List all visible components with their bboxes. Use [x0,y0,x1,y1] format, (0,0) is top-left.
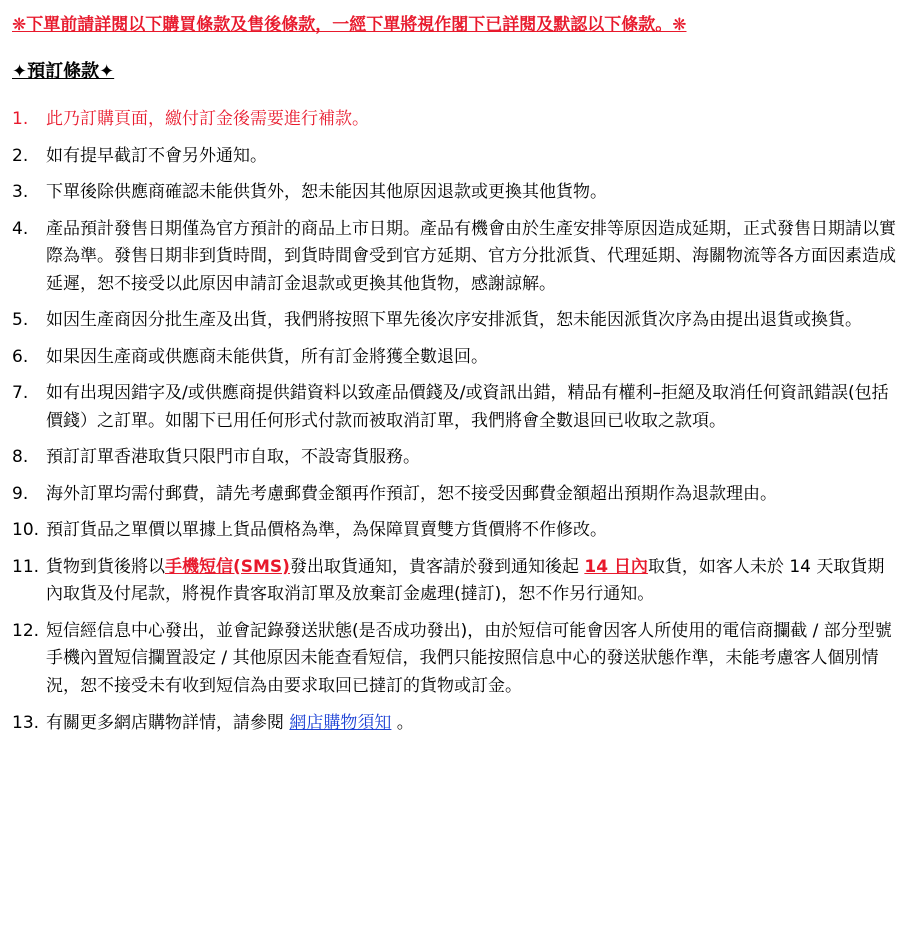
top-notice: ❋下單前請詳閱以下購買條款及售後條款，一經下單將視作閣下已詳閱及默認以下條款。❋ [12,15,687,35]
list-item [12,517,901,545]
list-item [12,554,901,609]
list-item-number: 5. [12,310,29,331]
list-item-text-prefix: 有關更多網店購物詳情，請參閱 [46,712,290,733]
list-item-text: 如果因生產商或供應商未能供貨，所有訂金將獲全數退回。 [46,346,488,367]
list-item [12,481,901,509]
shop-guide-link[interactable]: 網店購物須知 [289,712,392,733]
list-item-number: 2. [12,145,29,166]
list-item-number: 13. [12,712,40,733]
list-item [12,344,901,372]
list-item-number: 7. [12,383,29,404]
list-item [12,179,901,207]
deadline-emphasis: 14 日內 [584,556,648,577]
list-item-text-suffix: 。 [391,712,414,733]
list-item-number: 4. [12,218,29,239]
list-item-number: 12. [12,620,40,641]
list-item [12,444,901,472]
list-item-text: 如有提早截訂不會另外通知。 [46,145,267,166]
list-item-text-prefix: 貨物到貨後將以 [46,556,165,577]
page-title: ✦預訂條款✦ [12,61,115,83]
list-item-text: 產品預計發售日期僅為官方預計的商品上市日期。產品有機會由於生產安排等原因造成延期，正式發售日期請以實際為準。發售日期非到貨時間，到貨時間會受到官方延期、官方分批派貨、代理延期、海關物流等各方面因素造成延遲，恕不接受以此原因申請訂金退款或更換其他貨物，感謝諒解。 [46,218,896,294]
list-item-number: 8. [12,447,29,468]
list-item-text-suffix: 取貨，如客人未於 14 天取貨期內取貨及付尾款，將視作貴客取消訂單及放棄訂金處理(撻訂)，恕不作另行通知。 [46,556,885,605]
list-item-text-middle: 發出取貨通知，貴客請於發到通知後起 [289,556,585,577]
list-item [12,380,901,435]
list-item-number: 1. [12,108,29,129]
list-item-number: 11. [12,556,40,577]
list-item-number: 3. [12,182,29,203]
sms-emphasis: 手機短信(SMS) [165,556,290,577]
list-item [12,710,901,738]
list-item-text: 如因生產商因分批生產及出貨，我們將按照下單先後次序安排派貨，恕未能因派貨次序為由提出退貨或換貨。 [46,310,862,331]
list-item-text: 如有出現因錯字及/或供應商提供錯資料以致產品價錢及/或資訊出錯，精品有權利–拒絕及取消任何資訊錯誤(包括價錢）之訂單。如閣下已用任何形式付款而被取消訂單，我們將會全數退回已收取之款項。 [46,383,889,431]
list-item [12,216,901,299]
list-item-text: 短信經信息中心發出，並會記錄發送狀態(是否成功發出)，由於短信可能會因客人所使用的電信商攔截 / 部分型號手機內置短信攔置設定 / 其他原因未能查看短信，我們只能按照信息中心的發送狀態作準，未能考慮客人個別情況，恕不接受未有收到短信為由要求取回已撻訂的貨物或訂金。 [46,620,892,697]
list-item-text: 預訂訂單香港取貨只限門市自取，不設寄貨服務。 [46,447,420,468]
list-item [12,106,901,134]
list-item [12,143,901,171]
list-item-number: 10. [12,520,40,541]
list-item-number: 6. [12,346,29,367]
list-item [12,618,901,701]
list-item [12,307,901,335]
list-item-number: 9. [12,483,29,504]
list-item-text: 海外訂單均需付郵費，請先考慮郵費金額再作預訂，恕不接受因郵費金額超出預期作為退款理由。 [46,483,777,504]
list-item-text: 此乃訂購頁面，繳付訂金後需要進行補款。 [46,108,369,129]
terms-list [12,106,901,737]
list-item-text: 下單後除供應商確認未能供貨外，恕未能因其他原因退款或更換其他貨物。 [46,182,607,203]
section-heading-wrapper [12,58,901,106]
list-item-text: 預訂貨品之單價以單據上貨品價格為準，為保障買賣雙方貨價將不作修改。 [46,520,607,541]
